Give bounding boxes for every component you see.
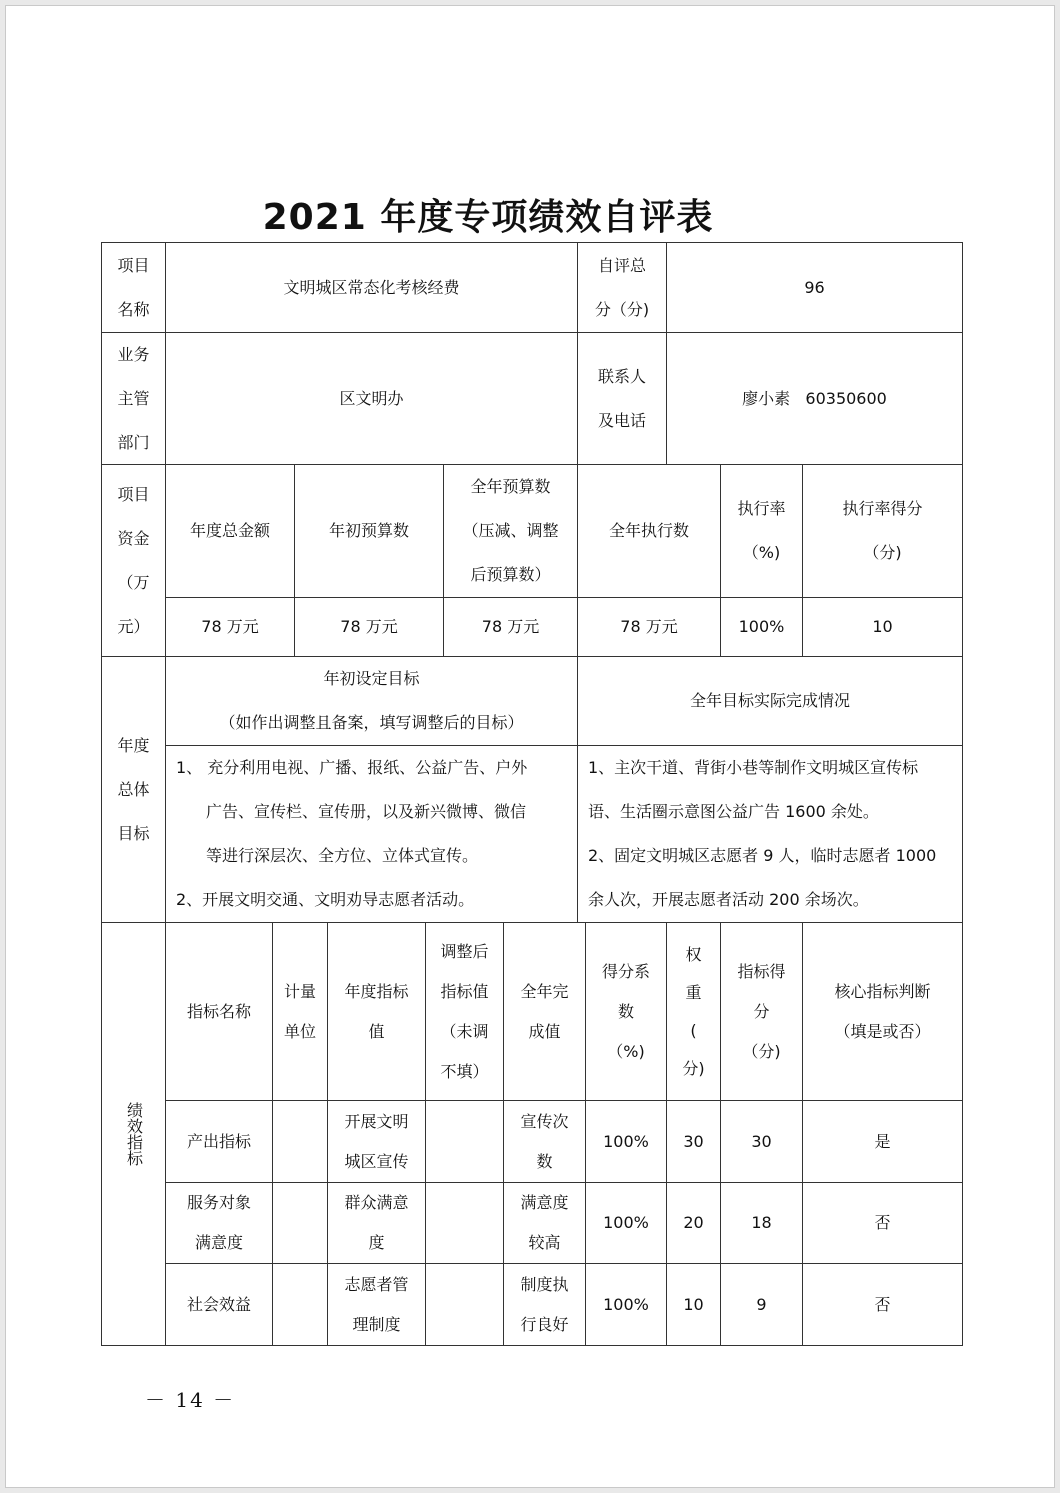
perf-header-adjusted-line2: 指标值	[440, 981, 489, 1001]
self-score-label-line1: 自评总	[597, 255, 646, 275]
department-label-line3: 部门	[117, 432, 150, 452]
perf-row-1-core: 是	[803, 1101, 963, 1183]
perf-header-unit-line2: 单位	[283, 1021, 316, 1041]
perf-header-name: 指标名称	[166, 923, 273, 1101]
perf-header-unit-line1: 计量	[283, 981, 316, 1001]
goals-set-text-1b: 广告、宣传栏、宣传册，以及新兴微博、微信	[206, 802, 527, 821]
perf-header-adjusted	[426, 923, 504, 1101]
perf-row-2-target-line2: 度	[368, 1233, 385, 1252]
perf-header-score-line3: （分)	[742, 1041, 781, 1061]
perf-row-2-unit	[273, 1183, 328, 1264]
perf-header-done-line2: 成值	[528, 1021, 561, 1041]
funds-header-adjusted-line1: 全年预算数	[470, 477, 551, 496]
goals-label-line1: 年度	[117, 735, 150, 755]
perf-row-3-score: 9	[721, 1264, 803, 1346]
goals-actual-header: 全年目标实际完成情况	[578, 657, 963, 746]
perf-header-unit	[273, 923, 328, 1101]
funds-header-initial: 年初预算数	[295, 465, 444, 598]
perf-row-3-target-line1: 志愿者管	[344, 1274, 409, 1294]
funds-header-rate-score	[803, 465, 963, 598]
project-name-value: 文明城区常态化考核经费	[166, 243, 578, 333]
perf-row-2-done-line2: 较高	[528, 1233, 561, 1252]
funds-label-line3: （万	[117, 572, 150, 592]
perf-header-weight-line1: 权	[685, 944, 702, 964]
perf-header-score-line2: 分	[753, 1001, 770, 1021]
perf-row-3-adj	[426, 1264, 504, 1346]
funds-header-adjusted-line3: 后预算数）	[470, 565, 551, 584]
perf-header-weight-line2: 重	[685, 982, 702, 1002]
perf-row-3-name	[166, 1264, 273, 1346]
perf-row-1-name	[166, 1101, 273, 1183]
perf-row-2-core: 否	[803, 1183, 963, 1264]
perf-row-1-name-line1: 产出指标	[186, 1131, 251, 1151]
perf-row-2-name-line2: 满意度	[194, 1233, 243, 1252]
perf-header-target	[328, 923, 426, 1101]
contact-label-line2: 及电话	[597, 410, 646, 430]
perf-row-2-name	[166, 1183, 273, 1264]
funds-value-executed: 78 万元	[578, 598, 721, 657]
funds-value-rate: 100%	[721, 598, 803, 657]
perf-header-coef-line2: 数	[617, 1001, 634, 1021]
perf-row-1-done-line2: 数	[536, 1151, 553, 1171]
perf-row-1-target	[328, 1101, 426, 1183]
funds-label-line4: 元）	[117, 616, 150, 636]
department-value: 区文明办	[166, 333, 578, 465]
perf-row-1-weight: 30	[667, 1101, 721, 1183]
page-number: － 14 －	[145, 1388, 236, 1412]
funds-header-rate-score-line2: （分)	[863, 543, 902, 562]
perf-row-1-coef: 100%	[586, 1101, 667, 1183]
perf-header-weight-line3: (	[690, 1020, 697, 1040]
perf-row-3-target	[328, 1264, 426, 1346]
perf-row-2-target-line1: 群众满意	[344, 1193, 409, 1212]
goals-label-line2: 总体	[117, 779, 150, 799]
perf-row-1-done-line1: 宣传次	[520, 1111, 569, 1131]
perf-header-score-line1: 指标得	[737, 961, 786, 981]
goals-actual-text-1a: 1、主次干道、背街小巷等制作文明城区宣传标	[588, 758, 919, 777]
perf-header-coef-line3: （%)	[607, 1041, 645, 1061]
perf-header-coef-line1: 得分系	[601, 961, 650, 981]
perf-header-target-line1: 年度指标	[344, 981, 409, 1001]
goals-set-header-line2: （如作出调整且备案，填写调整后的目标）	[219, 713, 524, 732]
document-title: 2021 年度专项绩效自评表	[262, 197, 714, 238]
perf-row-2-adj	[426, 1183, 504, 1264]
performance-label: 绩效指标	[102, 923, 166, 1346]
perf-row-3-unit	[273, 1264, 328, 1346]
perf-row-3-name-line1: 社会效益	[186, 1294, 251, 1314]
funds-value-total: 78 万元	[166, 598, 295, 657]
funds-label-line2: 资金	[117, 528, 150, 548]
funds-value-adjusted: 78 万元	[444, 598, 578, 657]
perf-row-3-core: 否	[803, 1264, 963, 1346]
perf-row-3-target-line2: 理制度	[352, 1314, 401, 1334]
perf-row-3-done-line1: 制度执	[520, 1274, 569, 1294]
perf-header-done	[504, 923, 586, 1101]
perf-header-score	[721, 923, 803, 1101]
perf-header-coef	[586, 923, 667, 1101]
self-score-label	[578, 243, 667, 333]
perf-header-core	[803, 923, 963, 1101]
perf-row-3-coef: 100%	[586, 1264, 667, 1346]
funds-value-initial: 78 万元	[295, 598, 444, 657]
perf-row-3-done	[504, 1264, 586, 1346]
goals-set-text-1a: 1、 充分利用电视、广播、报纸、公益广告、户外	[176, 758, 528, 777]
perf-header-adjusted-line3: （未调	[440, 1021, 489, 1041]
perf-header-weight-line4: 分)	[682, 1058, 705, 1078]
self-score-value: 96	[667, 243, 963, 333]
goals-label	[102, 657, 166, 923]
department-label	[102, 333, 166, 465]
goals-actual-text	[578, 746, 963, 923]
perf-row-2-weight: 20	[667, 1183, 721, 1264]
funds-header-executed: 全年执行数	[578, 465, 721, 598]
perf-row-2-coef: 100%	[586, 1183, 667, 1264]
perf-header-adjusted-line4: 不填）	[440, 1061, 489, 1081]
goals-actual-text-1b: 语、生活圈示意图公益广告 1600 余处。	[588, 802, 879, 821]
perf-header-weight	[667, 923, 721, 1101]
funds-label-line1: 项目	[117, 484, 150, 504]
contact-label-line1: 联系人	[597, 366, 646, 386]
goals-set-text	[166, 746, 578, 923]
perf-row-2-done	[504, 1183, 586, 1264]
perf-row-1-adj	[426, 1101, 504, 1183]
project-name-label-line2: 名称	[117, 299, 150, 319]
funds-header-adjusted-line2: （压减、调整	[462, 521, 559, 540]
funds-header-rate-line1: 执行率	[737, 499, 786, 518]
self-score-label-line2: 分（分)	[594, 299, 650, 319]
perf-row-1-score: 30	[721, 1101, 803, 1183]
funds-header-rate	[721, 465, 803, 598]
perf-row-2-target	[328, 1183, 426, 1264]
perf-row-2-score: 18	[721, 1183, 803, 1264]
performance-evaluation-table	[101, 242, 963, 1346]
perf-header-done-line1: 全年完	[520, 981, 569, 1001]
perf-row-1-unit	[273, 1101, 328, 1183]
perf-row-3-weight: 10	[667, 1264, 721, 1346]
funds-header-rate-line2: （%)	[742, 543, 781, 562]
contact-value: 廖小素 60350600	[667, 333, 963, 465]
funds-label	[102, 465, 166, 657]
funds-header-total: 年度总金额	[166, 465, 295, 598]
perf-row-1-done	[504, 1101, 586, 1183]
funds-header-rate-score-line1: 执行率得分	[842, 499, 923, 518]
goals-set-text-1c: 等进行深层次、全方位、立体式宣传。	[206, 846, 479, 865]
goals-set-header	[166, 657, 578, 746]
goals-set-text-2: 2、开展文明交通、文明劝导志愿者活动。	[176, 890, 475, 909]
funds-header-adjusted	[444, 465, 578, 598]
department-label-line1: 业务	[117, 344, 150, 364]
perf-row-3-done-line2: 行良好	[520, 1314, 569, 1334]
contact-label	[578, 333, 667, 465]
perf-row-1-target-line1: 开展文明	[344, 1111, 409, 1131]
perf-header-core-line1: 核心指标判断	[834, 981, 931, 1001]
perf-header-core-line2: （填是或否）	[834, 1021, 931, 1041]
perf-row-2-done-line1: 满意度	[520, 1193, 569, 1212]
perf-row-2-name-line1: 服务对象	[186, 1193, 251, 1212]
project-name-label-line1: 项目	[117, 255, 150, 275]
perf-header-target-line2: 值	[368, 1021, 385, 1041]
goals-actual-text-2b: 余人次，开展志愿者活动 200 余场次。	[588, 890, 869, 909]
department-label-line2: 主管	[117, 388, 150, 408]
funds-value-rate-score: 10	[803, 598, 963, 657]
project-name-label	[102, 243, 166, 333]
perf-header-adjusted-line1: 调整后	[440, 941, 489, 961]
perf-row-1-target-line2: 城区宣传	[344, 1151, 409, 1171]
goals-set-header-line1: 年初设定目标	[323, 669, 420, 688]
goals-actual-text-2a: 2、固定文明城区志愿者 9 人，临时志愿者 1000	[588, 846, 937, 865]
goals-label-line3: 目标	[117, 823, 150, 843]
